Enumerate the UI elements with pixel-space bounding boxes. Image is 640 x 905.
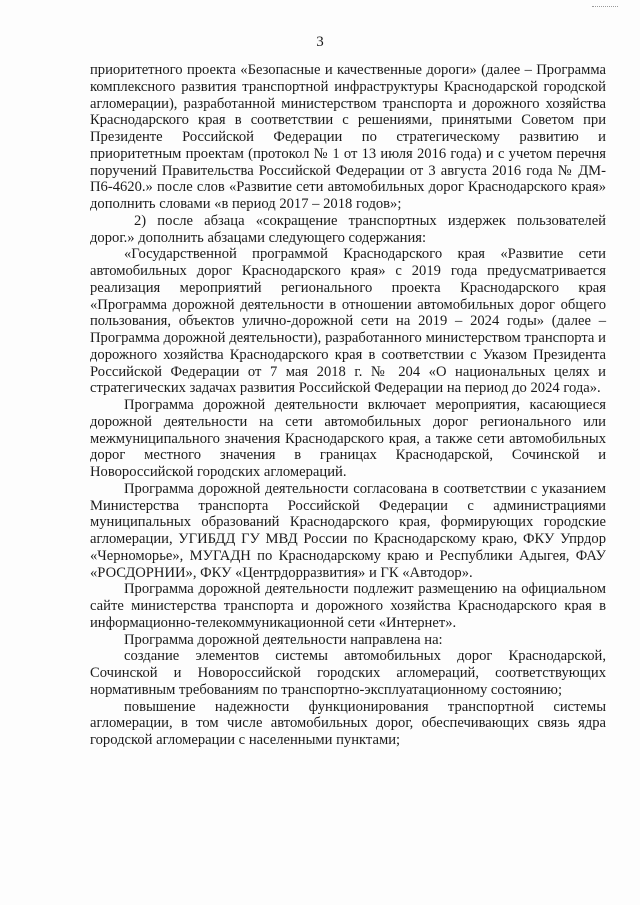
- paragraph-state-program: «Государственной программой Краснодарского края «Развитие сети автомобильных дорог Краснодарского края» с 2019 года предусматривается реализация мероприятий регионального проекта Краснодарского края «Программа дорожной деятельности в отношении автомобильных дорог общего пользования, объектов улично-дорожной сети на 2019 – 2024 годы» (далее – Программа дорожной деятельности), разработанного министерством транспорта и дорожного хозяйства Краснодарского края в соответствии с Указом Президента Российской Федерации от 7 мая 2018 г. № 204 «О национальных целях и стратегических задачах развития Российской Федерации на период до 2024 года».: [90, 246, 606, 397]
- paragraph-program-approval: Программа дорожной деятельности согласована в соответствии с указанием Министерства транспорта Российской Федерации с администрациями муниципальных образований Краснодарского края, формирующих городские агломерации, УГИБДД ГУ МВД России по Краснодарскому краю, ФКУ Упрдор «Черноморье», МУГАДН по Краснодарскому краю и Республики Адыгея, ФАУ «РОСДОРНИИ», ФКУ «Центрдорразвития» и ГК «Автодор».: [90, 480, 606, 581]
- page-number: 3: [316, 34, 324, 50]
- paragraph-program-aims-intro: Программа дорожной деятельности направлена на:: [124, 631, 443, 648]
- paragraph-item-2: 2) после абзаца «сокращение транспортных издержек пользователей дорог.» дополнить абзацами следующего содержания:: [90, 212, 606, 246]
- paragraph-program-publication: Программа дорожной деятельности подлежит размещению на официальном сайте министерства транспорта и дорожного хозяйства Краснодарского края в информационно-телекоммуникационной сети «Интернет».: [90, 581, 606, 631]
- scan-corner-mark: [592, 6, 618, 9]
- document-body: [90, 62, 606, 749]
- paragraph-aim-reliability: повышение надежности функционирования транспортной системы агломерации, в том числе автомобильных дорог, обеспечивающих связь ядра городской агломерации с населенными пунктами;: [90, 698, 606, 748]
- paragraph-continuation: приоритетного проекта «Безопасные и качественные дороги» (далее – Программа комплексного развития транспортной инфраструктуры Краснодарской городской агломерации), разработанной министерством транспорта и дорожного хозяйства Краснодарского края в соответствии с решениями, принятыми Советом при Президенте Российской Федерации по стратегическому развитию и приоритетным проектам (протокол № 1 от 13 июля 2016 года) и с учетом перечня поручений Правительства Российской Федерации от 3 августа 2016 года № ДМ-П6-4620.» после слов «Развитие сети автомобильных дорог Краснодарского края» дополнить словами «в период 2017 – 2018 годов»;: [90, 62, 606, 212]
- paragraph-aim-road-system: создание элементов системы автомобильных дорог Краснодарской, Сочинской и Новороссийской городских агломераций, соответствующих нормативным требованиям по транспортно-эксплуатационному состоянию;: [90, 648, 606, 698]
- paragraph-program-scope: Программа дорожной деятельности включает мероприятия, касающиеся дорожной деятельности на сети автомобильных дорог регионального или межмуниципального значения Краснодарского края, а также сети автомобильных дорог местного значения в границах Краснодарской, Сочинской и Новороссийской городских агломераций.: [90, 397, 606, 480]
